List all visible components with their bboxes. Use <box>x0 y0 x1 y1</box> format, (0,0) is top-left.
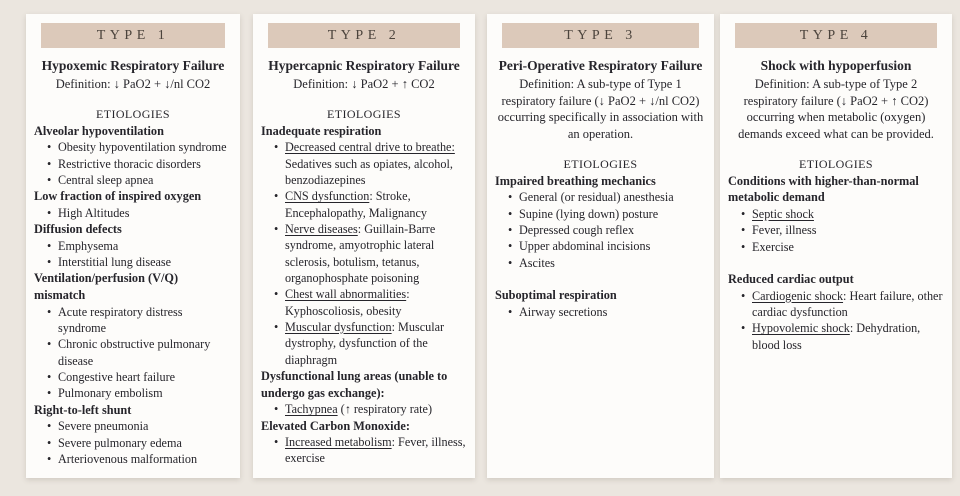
card-body <box>261 123 467 467</box>
card-body <box>495 173 706 320</box>
section-header: Alveolar hypoventilation <box>34 123 164 138</box>
section-header: Inadequate respiration <box>261 123 382 138</box>
section-items <box>34 139 232 188</box>
etiology-item: • Chest wall abnormalities: Kyphoscoliosis, obesity <box>261 286 467 319</box>
etiology-item: • Chronic obstructive pulmonary disease <box>34 336 232 369</box>
section-items <box>728 288 944 353</box>
section-items <box>34 238 232 271</box>
etiology-item: • Interstitial lung disease <box>34 254 232 270</box>
etiology-item-underlined-term: Decreased central drive to breathe: <box>285 140 455 155</box>
section-items <box>728 206 944 255</box>
card-title: Hypoxemic Respiratory Failure <box>41 58 225 73</box>
etiology-item: • Restrictive thoracic disorders <box>34 156 232 172</box>
etiology-item: • Central sleep apnea <box>34 172 232 188</box>
etiology-item <box>728 206 944 222</box>
etiology-item: • Decreased central drive to breathe: Sedatives such as opiates, alcohol, benzodiazepines <box>261 139 467 188</box>
section-items <box>34 418 232 467</box>
card-body <box>728 173 944 353</box>
etiologies-heading: ETIOLOGIES <box>327 106 401 121</box>
card-title: Peri-Operative Respiratory Failure <box>498 58 703 73</box>
type-banner: TYPE 4 <box>735 23 937 48</box>
type-banner: TYPE 3 <box>502 23 699 48</box>
card-definition: Definition: A sub-type of Type 1 respiratory failure (↓ PaO2 + ↓/nl CO2) occurring specifically in association with an operation. <box>497 76 704 142</box>
section-header: Reduced cardiac output <box>728 272 854 287</box>
card-type-4 <box>720 14 952 478</box>
card-definition: Definition: A sub-type of Type 2 respiratory failure (↓ PaO2 + ↑ CO2) occurring when metabolic (oxygen) demands exceed what can be provided. <box>738 76 934 142</box>
section-items <box>261 139 467 368</box>
card-title: Shock with hypoperfusion <box>760 58 912 73</box>
section-items <box>34 205 232 221</box>
section-items <box>495 304 706 320</box>
section-header: Diffusion defects <box>34 222 122 237</box>
etiology-item: • Exercise <box>728 239 944 255</box>
etiology-item: • Airway secretions <box>495 304 706 320</box>
etiologies-heading: ETIOLOGIES <box>563 156 638 171</box>
section-header: Conditions with higher-than-normal metabolic demand <box>728 173 919 205</box>
card-title: Hypercapnic Respiratory Failure <box>268 58 460 73</box>
section-header: Ventilation/perfusion (V/Q) mismatch <box>34 271 179 302</box>
etiology-item: • Cardiogenic shock: Heart failure, other cardiac dysfunction <box>728 288 944 321</box>
etiology-item: • Acute respiratory distress syndrome <box>34 304 232 337</box>
etiology-item: • Nerve diseases: Guillain-Barre syndrome, amyotrophic lateral sclerosis, botulism, tetanus, organophosphate poisoning <box>261 221 467 286</box>
card-definition: Definition: ↓ PaO2 + ↓/nl CO2 <box>55 76 211 91</box>
section-header: Low fraction of inspired oxygen <box>34 189 202 204</box>
type-banner: TYPE 1 <box>41 23 225 48</box>
etiology-item-underlined-term: Septic shock <box>752 207 814 221</box>
etiology-item: • Hypovolemic shock: Dehydration, blood loss <box>728 320 944 353</box>
etiology-item: • Severe pneumonia <box>34 418 232 434</box>
section-header: Right-to-left shunt <box>34 402 132 417</box>
etiology-item-underlined-term: Hypovolemic shock <box>752 321 850 336</box>
section-items <box>34 304 232 402</box>
etiology-item: • Upper abdominal incisions <box>495 238 706 254</box>
etiology-item: • Tachypnea (↑ respiratory rate) <box>261 401 467 417</box>
etiology-item: • General (or residual) anesthesia <box>495 189 706 205</box>
etiology-item: • Obesity hypoventilation syndrome <box>34 139 232 155</box>
section-header: Elevated Carbon Monoxide: <box>261 418 410 433</box>
etiology-item: • High Altitudes <box>34 205 232 221</box>
etiology-item: • Fever, illness <box>728 222 944 238</box>
etiology-item-underlined-term: Increased metabolism <box>285 435 392 450</box>
etiology-item: • Congestive heart failure <box>34 369 232 385</box>
section-items <box>261 434 467 467</box>
section-header: Dysfunctional lung areas (unable to undergo gas exchange): <box>261 368 448 400</box>
etiology-item: • Muscular dysfunction: Muscular dystrophy, dysfunction of the diaphragm <box>261 319 467 368</box>
etiology-item-underlined-term: Muscular dysfunction <box>285 319 392 334</box>
etiology-item: • Depressed cough reflex <box>495 222 706 238</box>
etiology-item: • Emphysema <box>34 238 232 254</box>
type-banner: TYPE 2 <box>268 23 460 48</box>
etiology-item: • CNS dysfunction: Stroke, Encephalopathy, Malignancy <box>261 188 467 221</box>
etiology-item-underlined-term: Tachypnea <box>285 402 338 417</box>
etiology-item-underlined-term: CNS dysfunction <box>285 189 370 204</box>
card-type-1 <box>26 14 240 478</box>
etiology-item-underlined-term: Cardiogenic shock <box>752 288 844 303</box>
card-type-3 <box>487 14 714 478</box>
card-body <box>34 123 232 468</box>
etiology-item: • Severe pulmonary edema <box>34 435 232 451</box>
etiology-item: • Ascites <box>495 255 706 271</box>
etiologies-heading: ETIOLOGIES <box>96 106 170 121</box>
etiology-item: • Arteriovenous malformation <box>34 451 232 467</box>
etiology-item-underlined-term: Chest wall abnormalities <box>285 287 407 302</box>
etiology-item-underlined-term: Nerve diseases <box>285 221 358 236</box>
etiologies-heading: ETIOLOGIES <box>799 156 873 171</box>
section-items <box>495 189 706 271</box>
card-definition: Definition: ↓ PaO2 + ↑ CO2 <box>293 76 435 91</box>
etiology-item: • Increased metabolism: Fever, illness, exercise <box>261 434 467 467</box>
section-header: Suboptimal respiration <box>495 288 617 303</box>
section-items <box>261 401 467 417</box>
card-type-2 <box>253 14 475 478</box>
section-header: Impaired breathing mechanics <box>495 173 656 188</box>
etiology-item: • Supine (lying down) posture <box>495 206 706 222</box>
etiology-item: • Pulmonary embolism <box>34 385 232 401</box>
